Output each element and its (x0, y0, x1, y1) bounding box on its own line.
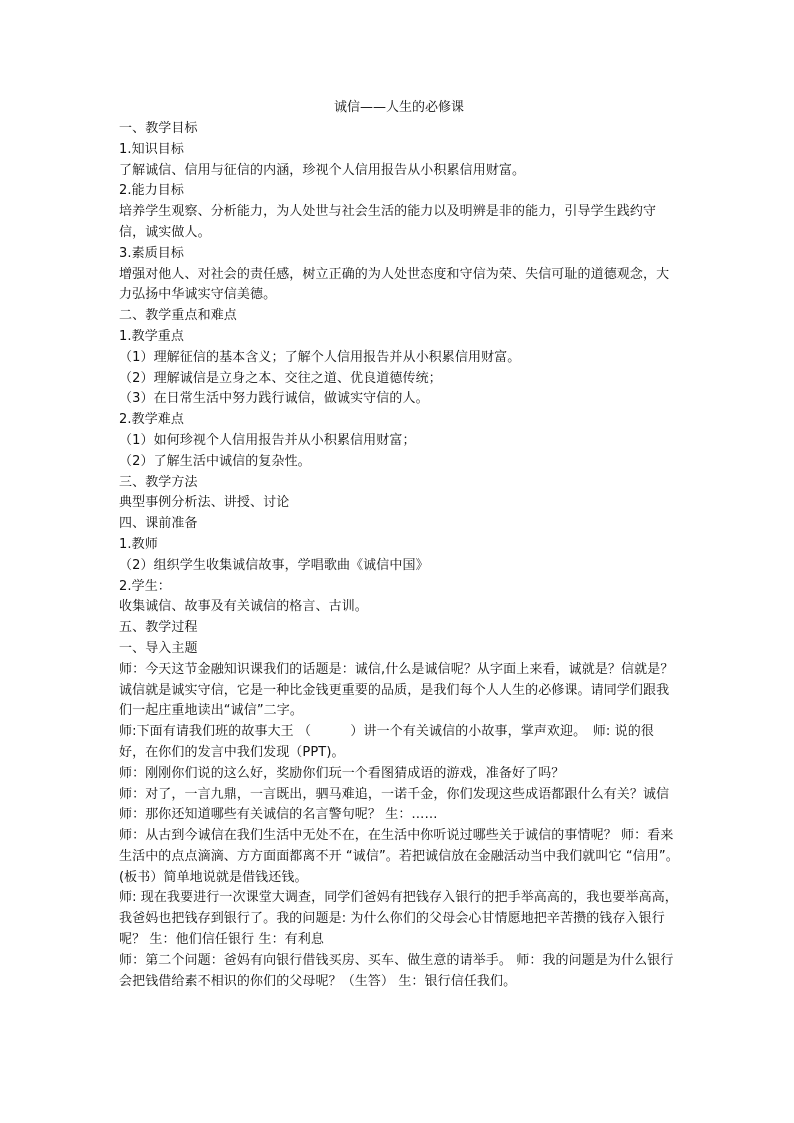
document-title: 诚信——人生的必修课 (333, 100, 464, 115)
paragraph-line: 了解诚信、信用与征信的内涵，珍视个人信用报告从小积累信用财富。 (119, 162, 526, 178)
paragraph-line: 1.教师 (119, 536, 158, 552)
paragraph-line: 3.素质目标 (119, 245, 185, 261)
paragraph-line: 师:下面有请我们班的故事大王 （ ）讲一个有关诚信的小故事，掌声欢迎。 师: 说的很好，在你们的发言中我们发现（PPT)。 (119, 724, 654, 760)
paragraph-line: （2）理解诚信是立身之本、交往之道、优良道德传统； (119, 370, 442, 386)
paragraph-line: 师: 现在我要进行一次课堂大调查，同学们爸妈有把钱存入银行的把手举高高的，我也要举高高，我爸妈也把钱存到银行了。我的问题是: 为什么你们的父母会心甘情愿地把辛苦攒的钱存入银行呢？ 生：他们信任银行 生：有利息 (119, 890, 678, 948)
paragraph-line: 培养学生观察、分析能力，为人处世与社会生活的能力以及明辨是非的能力，引导学生践约守信，诚实做人。 (119, 204, 657, 240)
paragraph-line: 一、导入主题 (119, 640, 198, 656)
paragraph-line: 师：从古到今诚信在我们生活中无处不在，在生活中你听说过哪些关于诚信的事情呢？ 师：看来生活中的点点滴滴、方方面面都离不开 “诚信”。若把诚信放在金融活动当中我们就叫它 “信用”。(板书）简单地说就是借钱还钱。 (119, 828, 679, 885)
document-body (119, 98, 679, 992)
paragraph-line: 四、课前准备 (119, 516, 198, 532)
paragraph-line: （3）在日常生活中努力践行诚信，做诚实守信的人。 (119, 391, 429, 407)
paragraph-line: 二、教学重点和难点 (119, 308, 237, 324)
paragraph-line: 增强对他人、对社会的责任感，树立正确的为人处世态度和守信为荣、失信可耻的道德观念，大力弘扬中华诚实守信美德。 (119, 266, 670, 303)
paragraph-line: 师：第二个问题：爸妈有向银行借钱买房、买车、做生意的请举手。 师：我的问题是为什么银行会把钱借给素不相识的你们的父母呢？（生答） 生：银行信任我们。 (119, 952, 674, 989)
paragraph-line: 2.学生： (119, 578, 171, 594)
paragraph-line: （1）理解征信的基本含义；了解个人信用报告并从小积累信用财富。 (119, 349, 521, 365)
paragraph-line: 一、教学目标 (119, 121, 198, 136)
paragraph-line: 收集诚信、故事及有关诚信的格言、古训。 (119, 599, 368, 615)
paragraph-line: 2.能力目标 (119, 183, 185, 199)
paragraph-line: （2）了解生活中诚信的复杂性。 (119, 453, 311, 469)
paragraph-line: 师：刚刚你们说的这么好，奖励你们玩一个看图猜成语的游戏，准备好了吗？ (119, 765, 565, 781)
paragraph-line: 五、教学过程 (119, 620, 198, 636)
paragraph-line: 师：那你还知道哪些有关诚信的名言警句呢？ 生：…… (119, 807, 438, 823)
paragraph-line: 师：对了，一言九鼎，一言既出，驷马难追，一诺千金，你们发现这些成语都跟什么有关？诚信 (119, 786, 670, 802)
paragraph-line: 典型事例分析法、讲授、讨论 (119, 495, 290, 511)
paragraph-line: 三、教学方法 (119, 474, 198, 490)
paragraph-line: （1）如何珍视个人信用报告并从小积累信用财富； (119, 432, 416, 448)
paragraph-line: 1.知识目标 (119, 141, 185, 157)
paragraph-line: 1.教学重点 (119, 328, 185, 344)
paragraph-line: 师：今天这节金融知识课我们的话题是：诚信,什么是诚信呢？从字面上来看，诚就是？信就是？诚信就是诚实守信，它是一种比金钱更重要的品质，是我们每个人人生的必修课。请同学们跟我们一起庄重地读出“诚信”二字。 (119, 661, 674, 719)
document-lines (119, 119, 679, 992)
paragraph-line: 2.教学难点 (119, 412, 185, 428)
paragraph-line: （2）组织学生收集诚信故事，学唱歌曲《诚信中国》 (119, 557, 429, 573)
